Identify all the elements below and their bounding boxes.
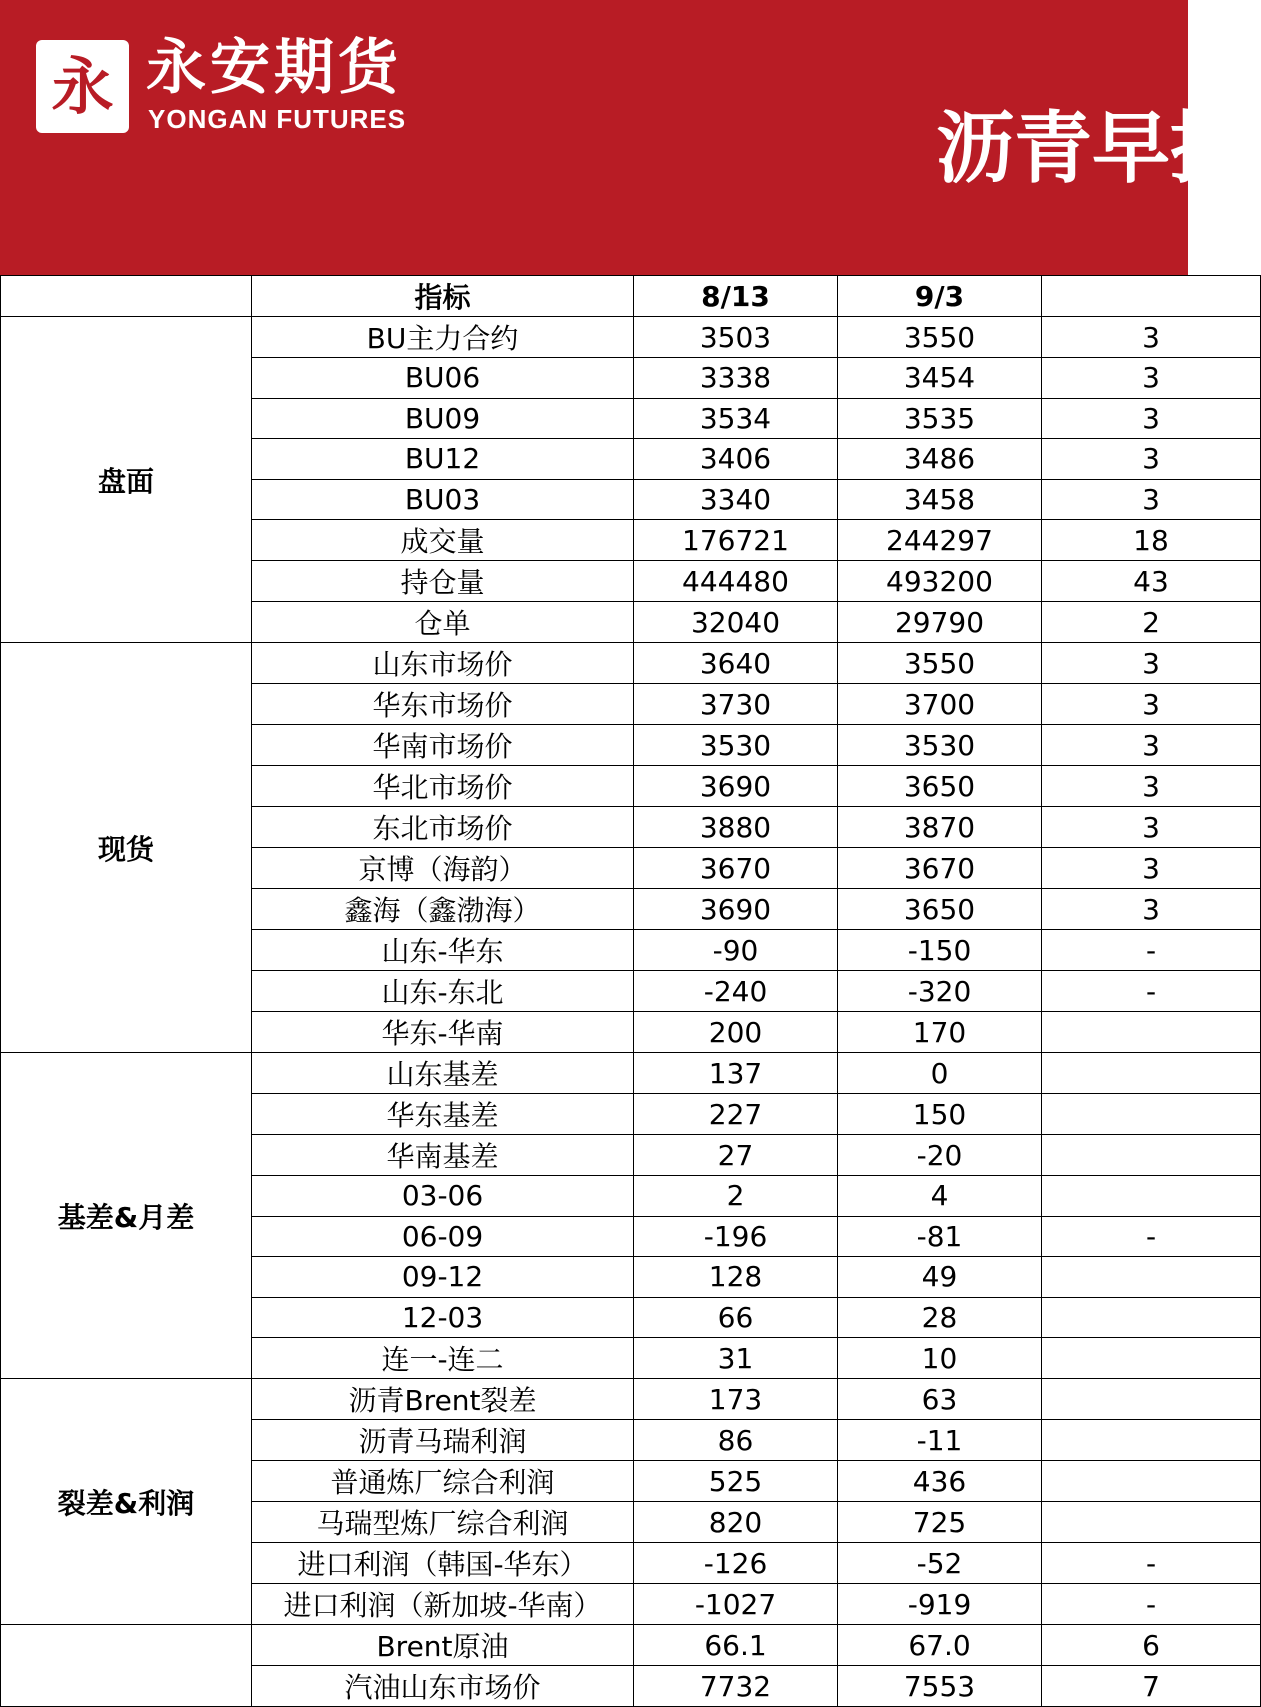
indicator-cell: 华东基差: [252, 1094, 634, 1135]
group-label: [1, 1625, 252, 1707]
value-cell: 3: [1042, 766, 1261, 807]
value-cell: [1042, 1379, 1261, 1420]
value-cell: [1042, 1053, 1261, 1094]
value-cell: 176721: [634, 520, 838, 561]
value-cell: -320: [838, 971, 1042, 1012]
group-label: 现货: [1, 643, 252, 1053]
value-cell: -: [1042, 971, 1261, 1012]
value-cell: 3650: [838, 766, 1042, 807]
value-cell: 3880: [634, 807, 838, 848]
brand-name-cn: 永安期货: [146, 33, 402, 103]
table-row: [1, 1053, 1261, 1094]
indicator-cell: BU12: [252, 439, 634, 480]
header-date-1: 8/13: [634, 276, 838, 317]
value-cell: 27: [634, 1135, 838, 1176]
value-cell: 10: [838, 1338, 1042, 1379]
value-cell: 3640: [634, 643, 838, 684]
value-cell: 3870: [838, 807, 1042, 848]
value-cell: 18: [1042, 520, 1261, 561]
value-cell: 3406: [634, 439, 838, 480]
value-cell: 150: [838, 1094, 1042, 1135]
value-cell: 3: [1042, 479, 1261, 520]
value-cell: 63: [838, 1379, 1042, 1420]
value-cell: -: [1042, 1543, 1261, 1584]
value-cell: -: [1042, 1216, 1261, 1257]
indicator-cell: 沥青Brent裂差: [252, 1379, 634, 1420]
value-cell: 6: [1042, 1625, 1261, 1666]
indicator-cell: Brent原油: [252, 1625, 634, 1666]
table-row: [1, 1625, 1261, 1666]
value-cell: 3486: [838, 439, 1042, 480]
indicator-cell: 山东-东北: [252, 971, 634, 1012]
value-cell: 66: [634, 1297, 838, 1338]
value-cell: -81: [838, 1216, 1042, 1257]
value-cell: 3: [1042, 725, 1261, 766]
indicator-cell: 山东-华东: [252, 930, 634, 971]
value-cell: 7: [1042, 1666, 1261, 1707]
value-cell: 525: [634, 1461, 838, 1502]
value-cell: 3700: [838, 684, 1042, 725]
value-cell: -: [1042, 1584, 1261, 1625]
value-cell: 32040: [634, 602, 838, 643]
value-cell: -919: [838, 1584, 1042, 1625]
indicator-cell: BU06: [252, 358, 634, 399]
indicator-cell: 09-12: [252, 1257, 634, 1298]
value-cell: 3690: [634, 766, 838, 807]
value-cell: 3670: [838, 848, 1042, 889]
asphalt-data-table: [0, 275, 1261, 1707]
value-cell: -52: [838, 1543, 1042, 1584]
value-cell: [1042, 1012, 1261, 1053]
value-cell: 3454: [838, 358, 1042, 399]
value-cell: 3338: [634, 358, 838, 399]
value-cell: 3: [1042, 807, 1261, 848]
value-cell: 3550: [838, 317, 1042, 358]
value-cell: 436: [838, 1461, 1042, 1502]
group-label: 基差&月差: [1, 1053, 252, 1379]
indicator-cell: 东北市场价: [252, 807, 634, 848]
indicator-cell: 仓单: [252, 602, 634, 643]
group-label: 裂差&利润: [1, 1379, 252, 1625]
indicator-cell: 沥青马瑞利润: [252, 1420, 634, 1461]
value-cell: 820: [634, 1502, 838, 1543]
table-header-row: [1, 276, 1261, 317]
value-cell: 2: [1042, 602, 1261, 643]
value-cell: -196: [634, 1216, 838, 1257]
value-cell: 444480: [634, 561, 838, 602]
value-cell: [1042, 1135, 1261, 1176]
value-cell: 173: [634, 1379, 838, 1420]
indicator-cell: BU主力合约: [252, 317, 634, 358]
value-cell: 3: [1042, 439, 1261, 480]
header-date-2: 9/3: [838, 276, 1042, 317]
value-cell: 66.1: [634, 1625, 838, 1666]
value-cell: 67.0: [838, 1625, 1042, 1666]
value-cell: 3340: [634, 479, 838, 520]
value-cell: 3: [1042, 643, 1261, 684]
header-group-col: [1, 276, 252, 317]
indicator-cell: 进口利润（新加坡-华南）: [252, 1584, 634, 1625]
value-cell: 3535: [838, 398, 1042, 439]
yongan-logo: [36, 40, 129, 133]
indicator-cell: 12-03: [252, 1297, 634, 1338]
brand-name-en: YONGAN FUTURES: [148, 104, 407, 134]
value-cell: -11: [838, 1420, 1042, 1461]
value-cell: 3: [1042, 684, 1261, 725]
value-cell: [1042, 1094, 1261, 1135]
indicator-cell: 成交量: [252, 520, 634, 561]
header-indicator: 指标: [252, 276, 634, 317]
value-cell: 2: [634, 1176, 838, 1217]
value-cell: -1027: [634, 1584, 838, 1625]
value-cell: 49: [838, 1257, 1042, 1298]
table-row: [1, 643, 1261, 684]
indicator-cell: 持仓量: [252, 561, 634, 602]
indicator-cell: 华北市场价: [252, 766, 634, 807]
indicator-cell: 马瑞型炼厂综合利润: [252, 1502, 634, 1543]
value-cell: 3: [1042, 398, 1261, 439]
value-cell: [1042, 1297, 1261, 1338]
value-cell: 3650: [838, 889, 1042, 930]
value-cell: -: [1042, 930, 1261, 971]
indicator-cell: 汽油山东市场价: [252, 1666, 634, 1707]
value-cell: 3690: [634, 889, 838, 930]
value-cell: [1042, 1257, 1261, 1298]
value-cell: 137: [634, 1053, 838, 1094]
report-title: 沥青早报: [936, 104, 1249, 194]
indicator-cell: 华东市场价: [252, 684, 634, 725]
indicator-cell: 06-09: [252, 1216, 634, 1257]
value-cell: 31: [634, 1338, 838, 1379]
value-cell: 227: [634, 1094, 838, 1135]
table-row: [1, 1379, 1261, 1420]
value-cell: 200: [634, 1012, 838, 1053]
indicator-cell: 03-06: [252, 1176, 634, 1217]
value-cell: 3503: [634, 317, 838, 358]
value-cell: -90: [634, 930, 838, 971]
value-cell: 128: [634, 1257, 838, 1298]
value-cell: 3670: [634, 848, 838, 889]
value-cell: 3530: [838, 725, 1042, 766]
value-cell: 86: [634, 1420, 838, 1461]
value-cell: -20: [838, 1135, 1042, 1176]
value-cell: [1042, 1338, 1261, 1379]
indicator-cell: 鑫海（鑫渤海）: [252, 889, 634, 930]
value-cell: [1042, 1502, 1261, 1543]
value-cell: 3: [1042, 889, 1261, 930]
value-cell: 29790: [838, 602, 1042, 643]
value-cell: 43: [1042, 561, 1261, 602]
indicator-cell: 连一-连二: [252, 1338, 634, 1379]
value-cell: 3530: [634, 725, 838, 766]
value-cell: 725: [838, 1502, 1042, 1543]
logo-glyph: 永: [51, 49, 114, 123]
header-date-3: [1042, 276, 1261, 317]
value-cell: 3730: [634, 684, 838, 725]
value-cell: 3: [1042, 358, 1261, 399]
indicator-cell: 华东-华南: [252, 1012, 634, 1053]
value-cell: 170: [838, 1012, 1042, 1053]
indicator-cell: 进口利润（韩国-华东）: [252, 1543, 634, 1584]
value-cell: 3534: [634, 398, 838, 439]
value-cell: 3550: [838, 643, 1042, 684]
value-cell: 493200: [838, 561, 1042, 602]
value-cell: -240: [634, 971, 838, 1012]
indicator-cell: 山东市场价: [252, 643, 634, 684]
value-cell: 0: [838, 1053, 1042, 1094]
indicator-cell: BU09: [252, 398, 634, 439]
value-cell: -150: [838, 930, 1042, 971]
table-row: [1, 317, 1261, 358]
value-cell: 4: [838, 1176, 1042, 1217]
value-cell: [1042, 1176, 1261, 1217]
value-cell: [1042, 1461, 1261, 1502]
indicator-cell: 京博（海韵）: [252, 848, 634, 889]
value-cell: 7553: [838, 1666, 1042, 1707]
indicator-cell: 华南市场价: [252, 725, 634, 766]
value-cell: 3: [1042, 317, 1261, 358]
value-cell: 244297: [838, 520, 1042, 561]
indicator-cell: 华南基差: [252, 1135, 634, 1176]
value-cell: 28: [838, 1297, 1042, 1338]
data-table-container: [0, 275, 1188, 1704]
value-cell: 3: [1042, 848, 1261, 889]
indicator-cell: BU03: [252, 479, 634, 520]
indicator-cell: 山东基差: [252, 1053, 634, 1094]
group-label: 盘面: [1, 317, 252, 643]
header-banner: [0, 0, 1249, 275]
value-cell: 7732: [634, 1666, 838, 1707]
value-cell: -126: [634, 1543, 838, 1584]
indicator-cell: 普通炼厂综合利润: [252, 1461, 634, 1502]
value-cell: 3458: [838, 479, 1042, 520]
value-cell: [1042, 1420, 1261, 1461]
